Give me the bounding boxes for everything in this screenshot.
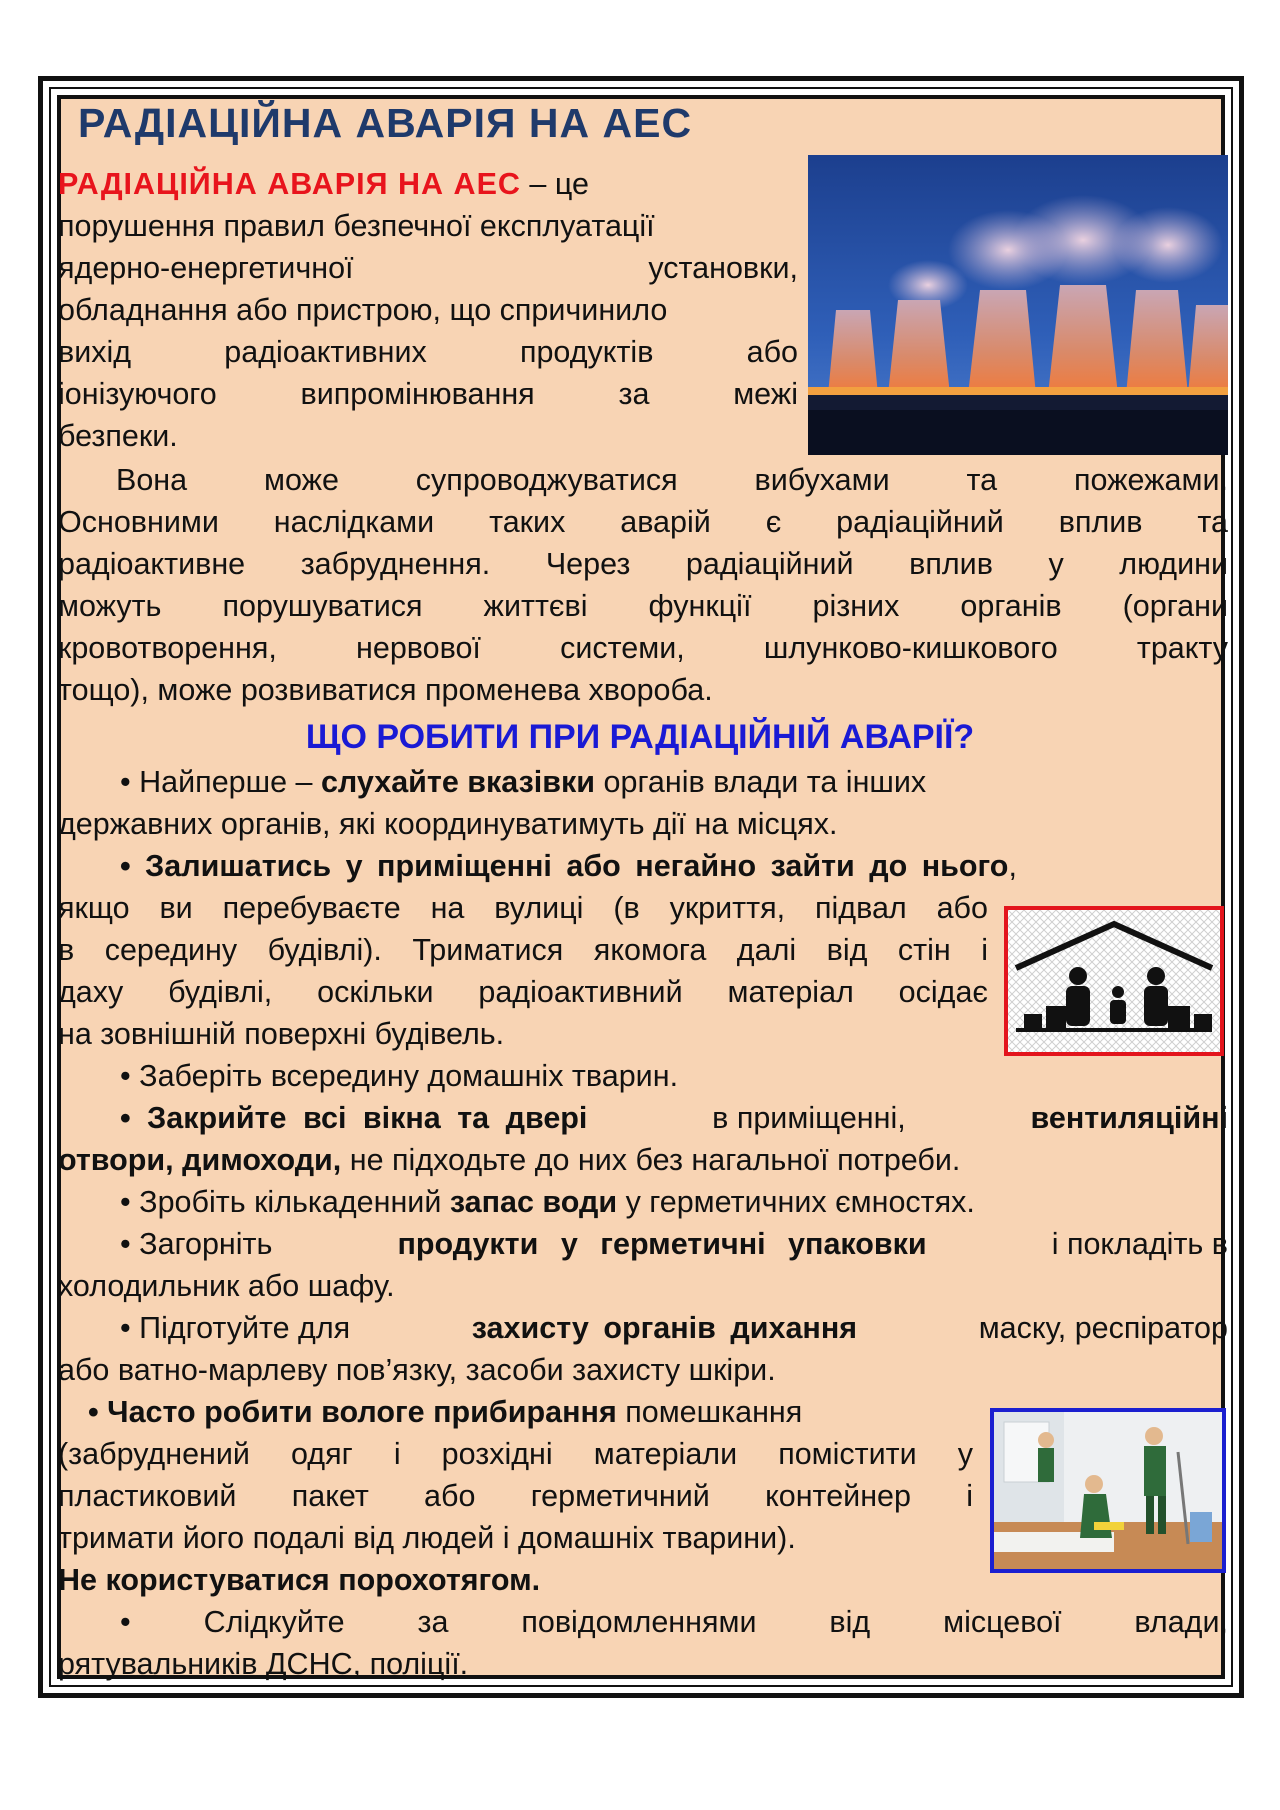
item-cleaning-line-2: (забруднений одяг і розхідні матеріали помістити у <box>58 1437 973 1471</box>
item-cleaning-bold: • Часто робити вологе прибирання <box>88 1395 617 1429</box>
item-respiratory-line-2: або ватно-марлеву пов’язку, засоби захисту шкіри. <box>58 1353 776 1387</box>
item-cleaning-line-1 <box>58 1392 973 1434</box>
item-listen-bold: слухайте вказівки <box>320 765 596 799</box>
item-windows-line-2 <box>58 1140 1228 1182</box>
intro-line-6: іонізуючого випромінювання за межі <box>58 377 798 411</box>
intro-term: РАДІАЦІЙНА АВАРІЯ НА АЕС <box>58 167 521 201</box>
page-title: РАДІАЦІЙНА АВАРІЯ НА АЕС <box>78 100 693 146</box>
item-food-line-2: холодильник або шафу. <box>58 1269 395 1303</box>
consequences-line-2: Основними наслідками таких аварій є радіаційний вплив та <box>58 505 1228 539</box>
item-stay-comma: , <box>1008 849 1017 883</box>
item-cleaning-line-5: Не користуватися порохотягом. <box>58 1563 541 1597</box>
intro-line-1-rest: – це <box>520 167 589 201</box>
item-cleaning-line-4: тримати його подалі від людей і домашніх тварини). <box>58 1521 796 1555</box>
item-listen-line-1 <box>58 762 1228 804</box>
intro-line-4: обладнання або пристрою, що спричинило <box>58 293 668 327</box>
item-water <box>58 1182 1228 1224</box>
item-food-prefix: • Загорніть <box>120 1227 273 1261</box>
item-respiratory-bold: захисту органів дихання <box>471 1311 858 1345</box>
consequences-line-4: можуть порушуватися життєві функції різних органів (органи <box>58 589 1228 623</box>
cleaning-photo <box>990 1408 1226 1573</box>
intro-line-2: порушення правил безпечної експлуатації <box>58 209 655 243</box>
item-listen-prefix: • Найперше – <box>120 765 321 799</box>
consequences-line-1: Вона може супроводжуватися вибухами та пожежами. <box>116 463 1228 497</box>
item-food-bold: продукти у герметичні упаковки <box>397 1227 927 1261</box>
item-water-prefix: • Зробіть кількаденний <box>120 1185 450 1219</box>
item-respiratory-rest: маску, респіратор <box>978 1311 1228 1345</box>
nuclear-power-plant-photo <box>808 155 1228 455</box>
item-cleaning-rest: помешкання <box>616 1395 803 1429</box>
consequences-line-3: радіоактивне забруднення. Через радіаційний вплив у людини <box>58 547 1228 581</box>
intro-line-7: безпеки. <box>58 419 178 453</box>
item-food-rest: і покладіть в <box>1051 1227 1228 1261</box>
item-respiratory-line-1 <box>58 1308 1228 1350</box>
item-listen-rest: органів влади та інших <box>595 765 927 799</box>
item-windows-mid: в приміщенні, <box>712 1101 906 1135</box>
item-windows-line-1 <box>58 1098 1228 1140</box>
item-stay-line-1 <box>58 846 1228 888</box>
item-stay-line-4: даху будівлі, оскільки радіоактивний матеріал осідає <box>58 975 988 1009</box>
item-windows-rest: не підходьте до них без нагальної потреби. <box>341 1143 961 1177</box>
item-pets: • Заберіть всередину домашніх тварин. <box>120 1059 679 1093</box>
item-water-rest: у герметичних ємностях. <box>617 1185 975 1219</box>
item-listen-line-2: державних органів, які координуватимуть дії на місцях. <box>58 807 838 841</box>
item-windows-bold: • Закрийте всі вікна та двері <box>120 1101 588 1135</box>
consequences-line-5: кровотворення, нервової системи, шлунково-кишкового тракту <box>58 631 1228 665</box>
item-cleaning-line-3: пластиковий пакет або герметичний контейнер і <box>58 1479 973 1513</box>
item-follow-line-2: рятувальників ДСНС, поліції. <box>58 1647 469 1681</box>
item-follow-line-1: • Слідкуйте за повідомленнями від місцевої влади, <box>120 1605 1228 1639</box>
item-food-line-1 <box>58 1224 1228 1266</box>
intro-line-5: вихід радіоактивних продуктів або <box>58 335 798 369</box>
item-stay-line-3: в середину будівлі). Триматися якомога далі від стін і <box>58 933 988 967</box>
intro-line-3: ядерно-енергетичної установки, <box>58 251 798 285</box>
item-windows-vent: вентиляційні <box>1030 1101 1228 1135</box>
item-stay-line-2: якщо ви перебуваєте на вулиці (в укриття, підвал або <box>58 891 988 925</box>
shelter-pictogram <box>1004 906 1224 1056</box>
item-stay-bold: • Залишатись у приміщенні або негайно зайти до нього <box>120 849 1009 883</box>
consequences-line-6: тощо), може розвиватися променева хвороба. <box>58 673 713 707</box>
item-windows-chimneys: отвори, димоходи, <box>58 1143 342 1177</box>
intro-line-1 <box>58 164 798 206</box>
item-stay-line-5: на зовнішній поверхні будівель. <box>58 1017 505 1051</box>
question-heading: ЩО РОБИТИ ПРИ РАДІАЦІЙНІЙ АВАРІЇ? <box>305 718 975 756</box>
item-respiratory-prefix: • Підготуйте для <box>120 1311 351 1345</box>
item-water-bold: запас води <box>449 1185 618 1219</box>
